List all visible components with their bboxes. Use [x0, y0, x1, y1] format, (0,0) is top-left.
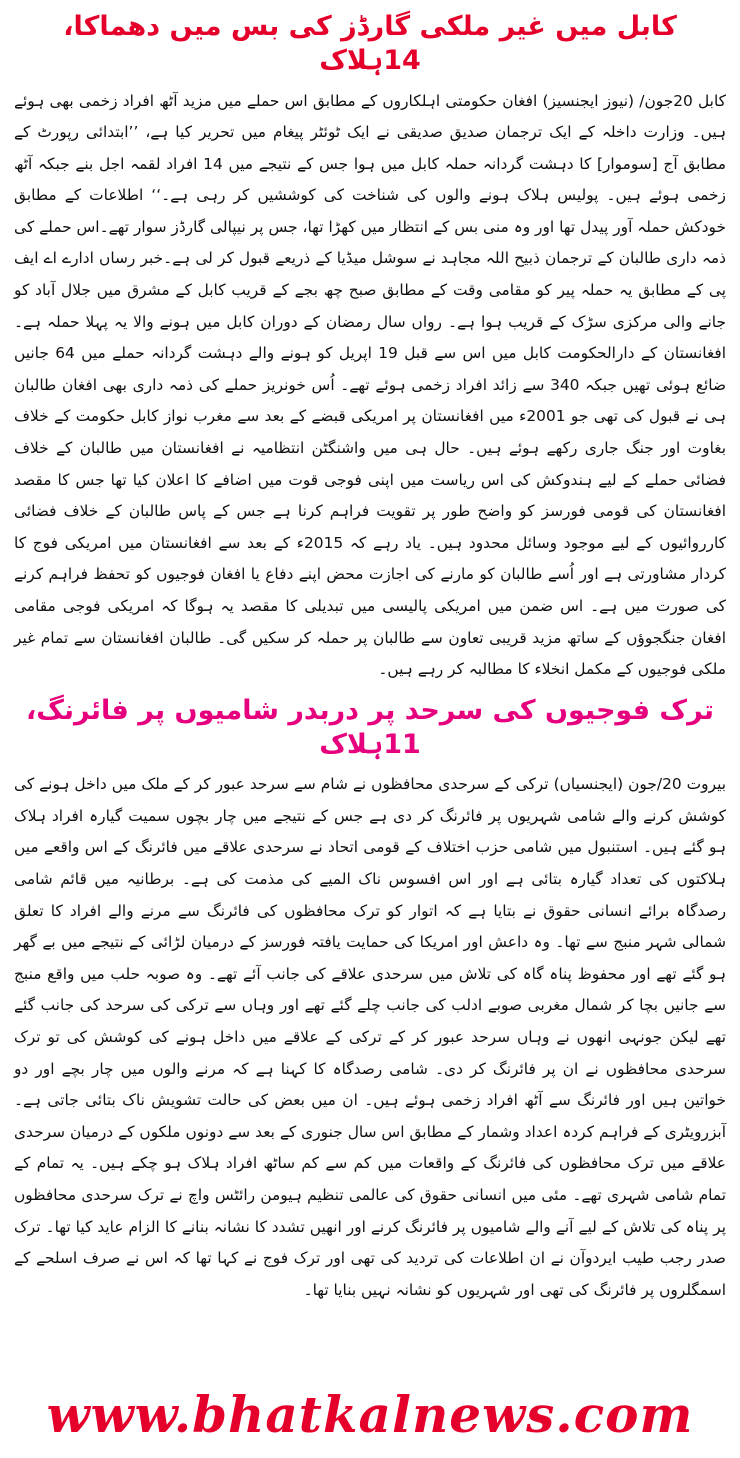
article1-body: [14, 86, 726, 686]
article2-headline: ترک فوجیوں کی سرحد پر دربدر شامیوں پر فائرنگ، 11ہلاک: [26, 694, 714, 760]
website-watermark: www.bhatkalnews.com: [46, 1385, 694, 1444]
article2-text: بیروت 20/جون (ایجنسیاں) ترکی کے سرحدی محافظوں نے شام سے سرحد عبور کر کے ملک میں داخل ہونے کی کوشش کرنے والے شامی شہریوں پر فائرنگ کر دی ہے جس کے نتیجے میں چار بچوں سمیت گیارہ افراد ہلاک ہو گئے ہیں۔ استنبول میں شامی حزب اختلاف کے قومی اتحاد نے سرحدی علاقے میں فائرنگ کے اس واقعے میں ہلاکتوں کی تعداد گیارہ بتائی ہے اور اس افسوس ناک المیے کی مذمت کی ہے۔ برطانیہ میں قائم شامی رصدگاہ برائے انسانی حقوق نے بتایا ہے کہ اتوار کو ترک محافظوں کی فائرنگ سے مرنے والے افراد کا تعلق شمالی شہر منبج سے تھا۔ وہ داعش اور امریکا کی حمایت یافتہ فورسز کے درمیان لڑائی کے نتیجے میں بے گھر ہو گئے تھے اور محفوظ پناہ گاہ کی تلاش میں سرحدی علاقے کی جانب آئے تھے۔ وہ صوبہ حلب میں واقع منبج سے جانیں بچا کر شمال مغربی صوبے ادلب کی جانب چلے گئے تھے اور وہاں سے ترکی کی سرحد کی جانب گئے تھے لیکن جونہی انھوں نے وہاں سرحد عبور کر کے ترکی کے علاقے میں داخل ہونے کی کوشش کی تو ترک سرحدی محافظوں نے ان پر فائرنگ کر دی۔ شامی رصدگاہ کا کہنا ہے کہ مرنے والوں میں چار بچے اور دو خواتین ہیں اور فائرنگ سے آٹھ افراد زخمی ہوئے ہیں۔ ان میں بعض کی حالت تشویش ناک بتائی جاتی ہے۔ آبزرویٹری کے فراہم کردہ اعداد وشمار کے مطابق اس سال جنوری کے بعد سے دونوں ملکوں کے درمیان سرحدی علاقے میں ترک محافظوں کی فائرنگ کے واقعات میں کم سے کم ساٹھ افراد ہلاک ہو چکے ہیں۔ یہ تمام کے تمام شامی شہری تھے۔ مئی میں انسانی حقوق کی عالمی تنظیم ہیومن رائٹس واچ نے ترک سرحدی محافظوں پر پناہ کی تلاش کے لیے آنے والے شامیوں پر فائرنگ کرنے اور انھیں تشدد کا نشانہ بنانے کا الزام عاید کیا تھا۔ ترک صدر رجب طیب ایردوآن نے ان اطلاعات کی تردید کی تھی اور ترک فوج نے کہا تھا کہ اس نے صرف اسلحے کے اسمگلروں پر فائرنگ کی تھی اور شہریوں کو نشانہ نہیں بنایا تھا۔: [14, 775, 727, 1299]
article1-headline: کابل میں غیر ملکی گارڈز کی بس میں دھماکا، 14ہلاک: [63, 11, 677, 76]
article2-body: [14, 769, 726, 1306]
article1-text: کابل 20جون/ (نیوز ایجنسیز) افغان حکومتی اہلکاروں کے مطابق اس حملے میں مزید آٹھ افراد زخمی بھی ہوئے ہیں۔ وزارت داخلہ کے ایک ترجمان صدیق صدیقی نے ایک ٹوئٹر پیغام میں تحریر کیا ہے، ’’ابتدائی رپورٹ کے مطابق آج [سوموار] کا دہشت گردانہ حملہ کابل میں ہوا جس کے نتیجے میں 14 افراد لقمہ اجل بنے جبکہ آٹھ زخمی ہوئے ہیں۔ پولیس ہلاک ہونے والوں کی شناخت کی کوششیں کر رہی ہے۔‘‘ اطلاعات کے مطابق خودکش حملہ آور پیدل تھا اور وہ منی بس کے انتظار میں کھڑا تھا، جس پر نیپالی گارڈز سوار تھے۔اس حملے کی ذمہ داری طالبان کے ترجمان ذبیح اللہ مجاہد نے سوشل میڈیا کے ذریعے قبول کر لی ہے۔خبر رساں ادارے اے ایف پی کے مطابق یہ حملہ پیر کو مقامی وقت کے مطابق صبح چھ بجے کے قریب کابل کے مشرق میں جلال آباد کو جانے والی مرکزی سڑک کے قریب ہوا ہے۔ رواں سال رمضان کے دوران کابل میں ہونے والا یہ پہلا حملہ ہے۔ افغانستان کے دارالحکومت کابل میں اس سے قبل 19 اپریل کو ہونے والے دہشت گردانہ حملے میں 64 جانیں ضائع ہوئی تھیں جبکہ 340 سے زائد افراد زخمی ہوئے تھے۔ اُس خونریز حملے کی ذمہ داری بھی افغان طالبان ہی نے قبول کی تھی جو 2001ء میں افغانستان پر امریکی قبضے کے بعد سے مغرب نواز کابل حکومت کے خلاف بغاوت اور جنگ جاری رکھے ہوئے ہیں۔ حال ہی میں واشنگٹن انتظامیہ نے افغانستان میں طالبان کے خلاف فضائی حملے کے لیے ہندوکش کی اس ریاست میں اپنی فوجی قوت میں اضافے کا اعلان کیا تھا جس کا مقصد افغانستان کی قومی فورسز کو واضح طور پر تقویت فراہم کرنا ہے جس کے پاس طالبان کے خلاف فضائی کارروائیوں کے لیے موجود وسائل محدود ہیں۔ یاد رہے کہ 2015ء کے بعد سے افغانستان میں امریکی فوج کا کردار مشاورتی ہے اور اُسے طالبان کو مارنے کی اجازت محض اپنے دفاع یا افغان فوجیوں کو تحفظ فراہم کرنے کی صورت میں ہے۔ اس ضمن میں امریکی پالیسی میں تبدیلی کا مقصد یہ ہوگا کہ امریکی فوجی مقامی افغان جنگجوؤں کے ساتھ مزید قریبی تعاون سے طالبان پر حملہ کر سکیں گی۔ طالبان افغانستان سے تمام غیر ملکی فوجیوں کے مکمل انخلاء کا مطالبہ کر رہے ہیں۔: [14, 91, 727, 679]
